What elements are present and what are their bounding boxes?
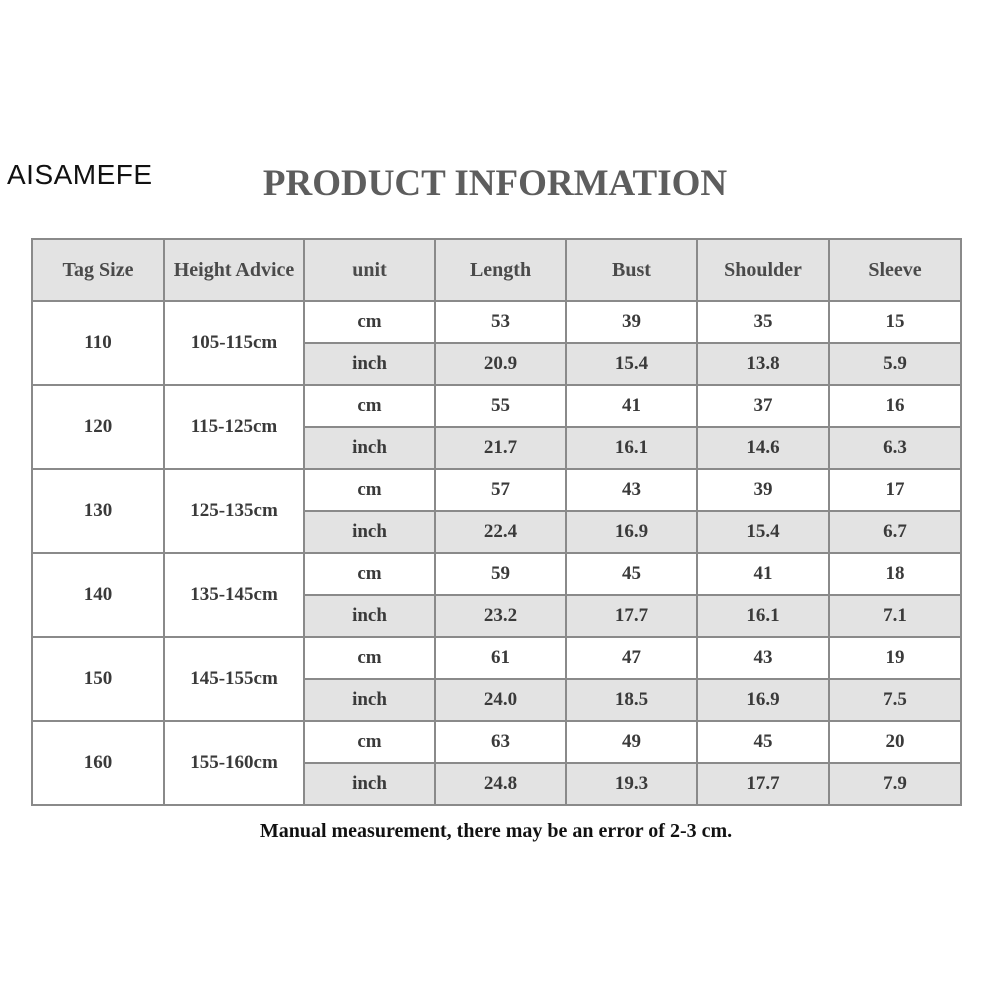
size-chart-table (31, 238, 962, 806)
tag-size-cell: 120 (32, 385, 164, 469)
sleeve-cell: 7.5 (829, 679, 961, 721)
shoulder-cell: 16.9 (697, 679, 829, 721)
bust-cell: 16.1 (566, 427, 697, 469)
bust-cell: 41 (566, 385, 697, 427)
table-header-row (32, 239, 961, 301)
bust-cell: 43 (566, 469, 697, 511)
sleeve-cell: 15 (829, 301, 961, 343)
table-row-cm (32, 637, 961, 679)
length-cell: 59 (435, 553, 566, 595)
sleeve-cell: 20 (829, 721, 961, 763)
height-advice-cell: 135-145cm (164, 553, 304, 637)
length-cell: 24.8 (435, 763, 566, 805)
unit-cell: inch (304, 679, 435, 721)
unit-cell: inch (304, 763, 435, 805)
bust-cell: 18.5 (566, 679, 697, 721)
tag-size-cell: 140 (32, 553, 164, 637)
tag-size-cell: 150 (32, 637, 164, 721)
length-cell: 53 (435, 301, 566, 343)
table-row-cm (32, 721, 961, 763)
shoulder-cell: 16.1 (697, 595, 829, 637)
sleeve-cell: 17 (829, 469, 961, 511)
length-cell: 24.0 (435, 679, 566, 721)
header-length: Length (435, 239, 566, 301)
length-cell: 22.4 (435, 511, 566, 553)
table-row-cm (32, 553, 961, 595)
shoulder-cell: 17.7 (697, 763, 829, 805)
bust-cell: 39 (566, 301, 697, 343)
unit-cell: cm (304, 721, 435, 763)
sleeve-cell: 5.9 (829, 343, 961, 385)
length-cell: 23.2 (435, 595, 566, 637)
length-cell: 55 (435, 385, 566, 427)
bust-cell: 45 (566, 553, 697, 595)
tag-size-cell: 160 (32, 721, 164, 805)
sleeve-cell: 6.3 (829, 427, 961, 469)
table-row-cm (32, 469, 961, 511)
height-advice-cell: 145-155cm (164, 637, 304, 721)
bust-cell: 16.9 (566, 511, 697, 553)
unit-cell: inch (304, 511, 435, 553)
shoulder-cell: 43 (697, 637, 829, 679)
header-bust: Bust (566, 239, 697, 301)
shoulder-cell: 14.6 (697, 427, 829, 469)
measurement-note: Manual measurement, there may be an error of 2-3 cm. (259, 820, 733, 842)
unit-cell: cm (304, 301, 435, 343)
header-shoulder: Shoulder (697, 239, 829, 301)
shoulder-cell: 15.4 (697, 511, 829, 553)
sleeve-cell: 6.7 (829, 511, 961, 553)
sleeve-cell: 18 (829, 553, 961, 595)
sleeve-cell: 7.1 (829, 595, 961, 637)
length-cell: 61 (435, 637, 566, 679)
sleeve-cell: 7.9 (829, 763, 961, 805)
table-row-cm (32, 385, 961, 427)
unit-cell: cm (304, 637, 435, 679)
sleeve-cell: 19 (829, 637, 961, 679)
shoulder-cell: 41 (697, 553, 829, 595)
length-cell: 57 (435, 469, 566, 511)
bust-cell: 49 (566, 721, 697, 763)
header-height-advice: Height Advice (164, 239, 304, 301)
shoulder-cell: 37 (697, 385, 829, 427)
bust-cell: 47 (566, 637, 697, 679)
tag-size-cell: 130 (32, 469, 164, 553)
shoulder-cell: 35 (697, 301, 829, 343)
sleeve-cell: 16 (829, 385, 961, 427)
unit-cell: cm (304, 553, 435, 595)
tag-size-cell: 110 (32, 301, 164, 385)
unit-cell: cm (304, 469, 435, 511)
bust-cell: 19.3 (566, 763, 697, 805)
length-cell: 20.9 (435, 343, 566, 385)
shoulder-cell: 13.8 (697, 343, 829, 385)
height-advice-cell: 115-125cm (164, 385, 304, 469)
bust-cell: 15.4 (566, 343, 697, 385)
unit-cell: inch (304, 343, 435, 385)
height-advice-cell: 125-135cm (164, 469, 304, 553)
unit-cell: cm (304, 385, 435, 427)
bust-cell: 17.7 (566, 595, 697, 637)
header-sleeve: Sleeve (829, 239, 961, 301)
height-advice-cell: 155-160cm (164, 721, 304, 805)
table-row-cm (32, 301, 961, 343)
header-tag-size: Tag Size (32, 239, 164, 301)
header-unit: unit (304, 239, 435, 301)
length-cell: 21.7 (435, 427, 566, 469)
unit-cell: inch (304, 427, 435, 469)
length-cell: 63 (435, 721, 566, 763)
unit-cell: inch (304, 595, 435, 637)
shoulder-cell: 39 (697, 469, 829, 511)
brand-name: AISAMEFE (7, 159, 153, 190)
height-advice-cell: 105-115cm (164, 301, 304, 385)
shoulder-cell: 45 (697, 721, 829, 763)
page-title: PRODUCT INFORMATION (262, 163, 728, 204)
